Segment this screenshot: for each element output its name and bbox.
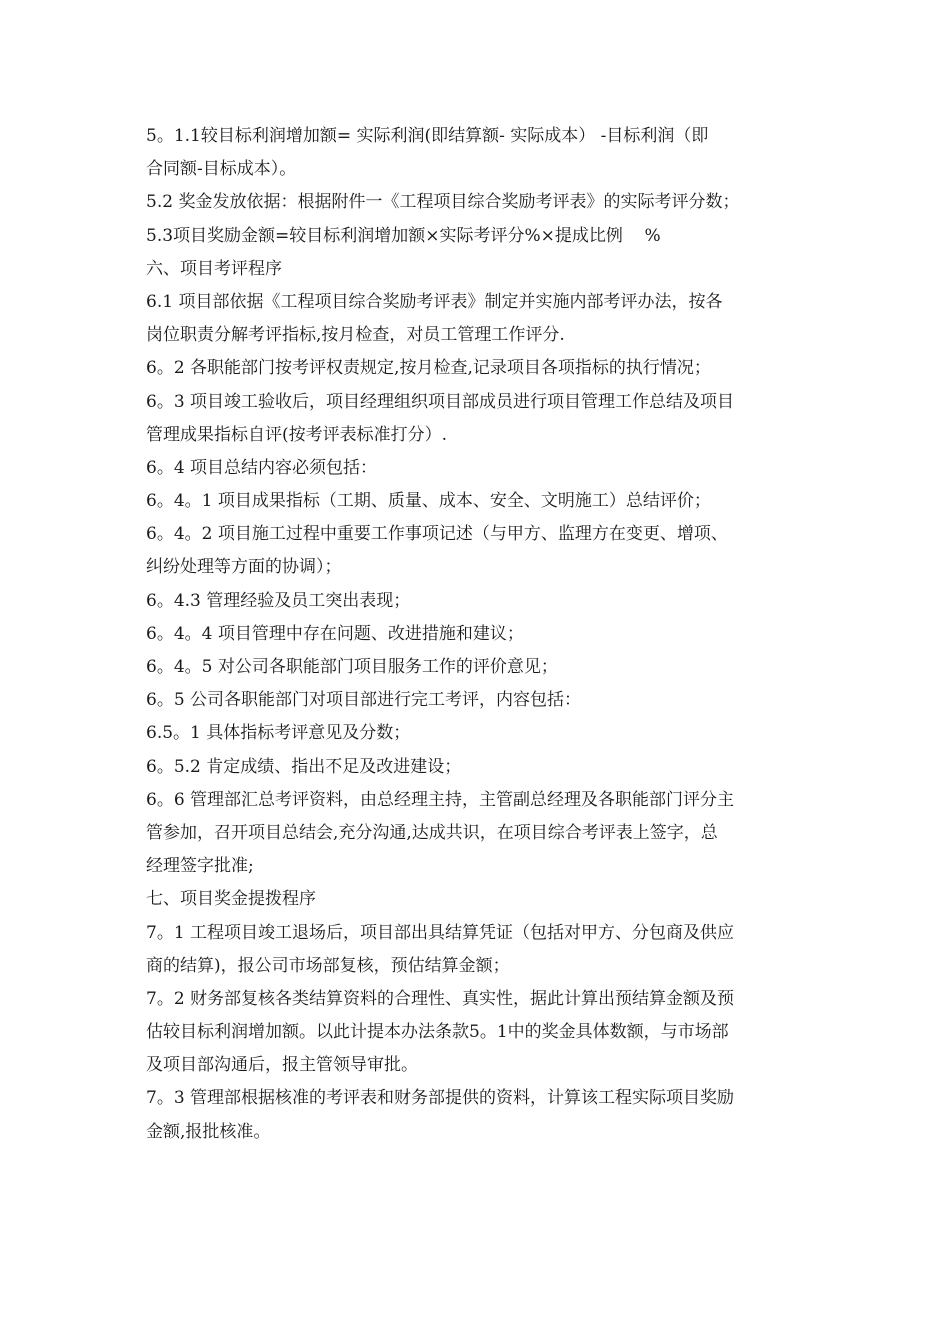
text-line: 6。4。2 项目施工过程中重要工作事项记述（与甲方、监理方在变更、增项、 bbox=[146, 524, 728, 545]
text-line: 金额,报批核准。 bbox=[146, 1121, 271, 1142]
text-line: 7。1 工程项目竣工退场后，项目部出具结算凭证（包括对甲方、分包商及供应 bbox=[146, 922, 735, 943]
text-line: 估较目标利润增加额。以此计提本办法条款5。1中的奖金具体数额，与市场部 bbox=[146, 1022, 729, 1043]
text-line: 纠纷处理等方面的协调）； bbox=[146, 557, 342, 578]
text-line: 6.5。1 具体指标考评意见及分数； bbox=[146, 723, 411, 744]
text-line: 5.2 奖金发放依据：根据附件一《工程项目综合奖励考评表》的实际考评分数； bbox=[146, 192, 740, 213]
text-line: 6。5 公司各职能部门对项目部进行完工考评，内容包括： bbox=[146, 690, 582, 711]
text-line: 合同额-目标成本）。 bbox=[146, 159, 297, 180]
text-line: 6。5.2 肯定成绩、指出不足及改进建设； bbox=[146, 756, 462, 777]
text-line: 商的结算)，报公司市场部复核，预估结算金额； bbox=[146, 955, 510, 976]
text-line: 6。4 项目总结内容必须包括： bbox=[146, 457, 378, 478]
text-line: 6。4。1 项目成果指标（工期、质量、成本、安全、文明施工）总结评价； bbox=[146, 491, 711, 512]
text-line: 6。3 项目竣工验收后，项目经理组织项目部成员进行项目管理工作总结及项目 bbox=[146, 391, 735, 412]
text-line: 管参加，召开项目总结会,充分沟通,达成共识，在项目综合考评表上签字，总 bbox=[146, 822, 718, 843]
text-line: 6。4.3 管理经验及员工突出表现； bbox=[146, 590, 411, 611]
text-line: 6。6 管理部汇总考评资料，由总经理主持，主管副总经理及各职能部门评分主 bbox=[146, 789, 735, 810]
text-line: 7。2 财务部复核各类结算资料的合理性、真实性，据此计算出预结算金额及预 bbox=[146, 988, 735, 1009]
text-line: 5.3项目奖励金额=较目标利润增加额×实际考评分%×提成比例 % bbox=[146, 225, 661, 246]
text-line: 5。1.1较目标利润增加额= 实际利润(即结算额- 实际成本） -目标利润（即 bbox=[146, 126, 709, 146]
text-line: 6.1 项目部依据《工程项目综合奖励考评表》制定并实施内部考评办法，按各 bbox=[146, 291, 723, 312]
text-line: 经理签字批准; bbox=[146, 856, 254, 877]
section-heading: 六、项目考评程序 bbox=[146, 258, 282, 279]
text-line: 岗位职责分解考评指标,按月检查，对员工管理工作评分. bbox=[146, 325, 565, 346]
text-line: 及项目部沟通后，报主管领导审批。 bbox=[146, 1055, 418, 1076]
text-line: 7。3 管理部根据核准的考评表和财务部提供的资料，计算该工程实际项目奖励 bbox=[146, 1088, 735, 1109]
section-heading: 七、项目奖金提拨程序 bbox=[146, 889, 316, 910]
text-line: 管理成果指标自评(按考评表标准打分）. bbox=[146, 424, 448, 445]
text-line: 6。4。4 项目管理中存在问题、改进措施和建议； bbox=[146, 623, 524, 644]
text-line: 6。4。5 对公司各职能部门项目服务工作的评价意见； bbox=[146, 657, 558, 677]
document-body bbox=[146, 120, 814, 1149]
text-line: 6。2 各职能部门按考评权责规定,按月检查,记录项目各项指标的执行情况； bbox=[146, 358, 711, 379]
